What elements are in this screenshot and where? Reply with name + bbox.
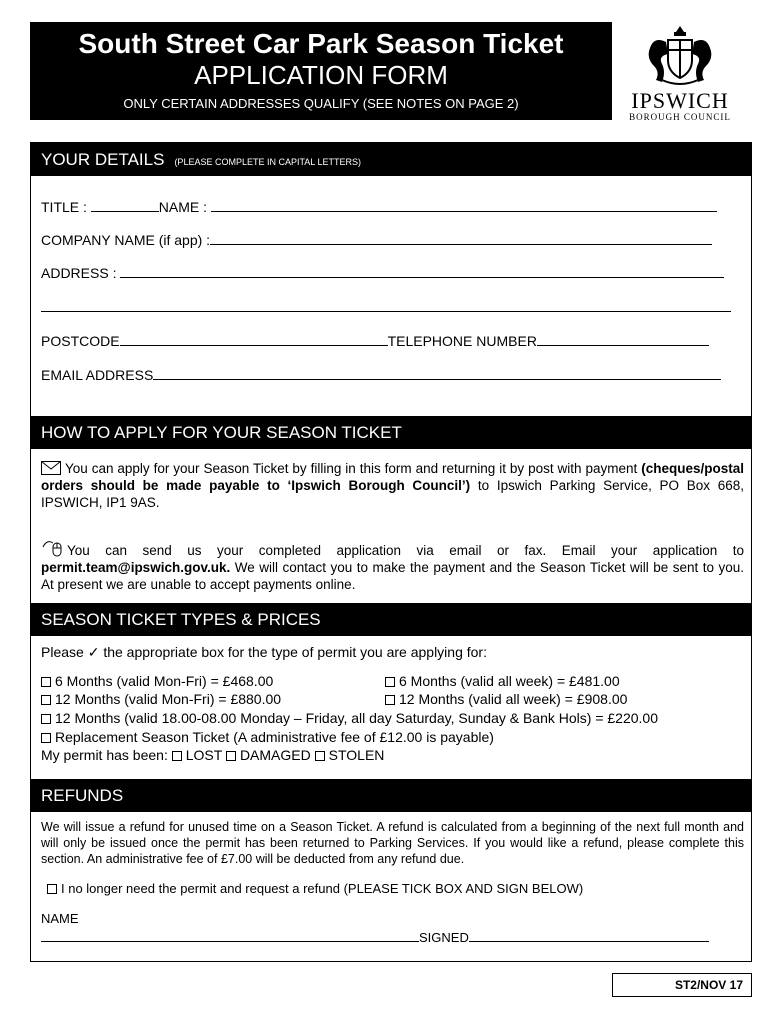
company-label: COMPANY NAME (if app) : bbox=[41, 232, 211, 248]
address-field-2[interactable] bbox=[41, 299, 731, 312]
address-row bbox=[41, 265, 724, 281]
option-6m-monfri: 6 Months (valid Mon-Fri) = £468.00 bbox=[41, 673, 273, 689]
address-label: ADDRESS : bbox=[41, 265, 117, 281]
council-name: IPSWICH bbox=[631, 88, 729, 113]
option-12m-allweek: 12 Months (valid all week) = £908.00 bbox=[385, 691, 627, 707]
details-heading-note: (PLEASE COMPLETE IN CAPITAL LETTERS) bbox=[174, 157, 361, 167]
council-logo bbox=[620, 22, 740, 128]
checkbox-refund[interactable] bbox=[47, 884, 57, 894]
telephone-field[interactable] bbox=[537, 333, 709, 346]
checkbox-6m-allweek[interactable] bbox=[385, 677, 395, 687]
refunds-heading: REFUNDS bbox=[31, 779, 751, 812]
refunds-text: We will issue a refund for unused time on a Season Ticket. A refund is calculated from a beginning of the next full month and will only be issued once the permit has been returned to Parking Services. If you would like a refund, please complete this section. An administrative fee of £7.00 will be deducted from any refund due. bbox=[41, 820, 744, 866]
company-row bbox=[41, 232, 712, 248]
refund-sign-row bbox=[41, 929, 709, 945]
telephone-label: TELEPHONE NUMBER bbox=[387, 333, 537, 349]
option-12m-monfri: 12 Months (valid Mon-Fri) = £880.00 bbox=[41, 691, 281, 707]
company-field[interactable] bbox=[210, 232, 712, 245]
name-field[interactable] bbox=[211, 199, 717, 212]
checkbox-12m-allweek[interactable] bbox=[385, 695, 395, 705]
checkbox-12m-evening[interactable] bbox=[41, 714, 51, 724]
postcode-label: POSTCODE bbox=[41, 333, 120, 349]
postcode-row bbox=[41, 333, 709, 349]
email-row bbox=[41, 367, 721, 383]
postcode-field[interactable] bbox=[120, 333, 388, 346]
checkbox-stolen[interactable] bbox=[315, 751, 325, 761]
email-label: EMAIL ADDRESS bbox=[41, 367, 154, 383]
coat-of-arms-icon bbox=[640, 22, 720, 88]
checkbox-replacement[interactable] bbox=[41, 733, 51, 743]
option-12m-evening: 12 Months (valid 18.00-08.00 Monday – Friday, all day Saturday, Sunday & Bank Hols) = £220.00 bbox=[41, 710, 658, 726]
permit-status-row: My permit has been: LOST DAMAGED STOLEN bbox=[41, 747, 385, 763]
email-field[interactable] bbox=[153, 367, 721, 380]
name-label: NAME : bbox=[158, 199, 208, 215]
refund-name-field[interactable] bbox=[41, 929, 419, 942]
checkbox-damaged[interactable] bbox=[226, 751, 236, 761]
form-header bbox=[30, 22, 612, 120]
title-field[interactable] bbox=[91, 199, 159, 212]
cheque-payable-note: (cheques/postal orders should be made payable to ‘Ipswich Borough Council’) bbox=[41, 461, 744, 493]
title-label: TITLE : bbox=[41, 199, 87, 215]
apply-email-text: You can send us your completed application via email or fax. Email your application to permit.team@ipswich.gov.uk. We will contact you to make the payment and the Season Ticket will be sent to you. At present we are unable to accept payments online. bbox=[41, 539, 744, 593]
signature-field[interactable] bbox=[469, 929, 709, 942]
details-heading: YOUR DETAILS (PLEASE COMPLETE IN CAPITAL LETTERS) bbox=[31, 143, 751, 176]
refund-request-row: I no longer need the permit and request a refund (PLEASE TICK BOX AND SIGN BELOW) bbox=[47, 881, 583, 896]
checkbox-lost[interactable] bbox=[172, 751, 182, 761]
form-body bbox=[30, 142, 752, 962]
mouse-icon bbox=[41, 539, 63, 557]
title-name-row bbox=[41, 199, 717, 215]
types-intro: Please ✓ the appropriate box for the type of permit you are applying for: bbox=[41, 644, 487, 660]
form-code: ST2/NOV 17 bbox=[612, 973, 752, 997]
form-title: South Street Car Park Season Ticket bbox=[78, 28, 564, 59]
apply-post-text: You can apply for your Season Ticket by filling in this form and returning it by post with payment (cheques/postal orders should be made payable to ‘Ipswich Borough Council’) to Ipswich Parking Service, PO Box 668, IPSWICH, IP1 9AS. bbox=[41, 461, 744, 510]
permit-email[interactable]: permit.team@ipswich.gov.uk. bbox=[41, 560, 231, 575]
form-note: ONLY CERTAIN ADDRESSES QUALIFY (SEE NOTES ON PAGE 2) bbox=[123, 96, 519, 111]
checkbox-12m-monfri[interactable] bbox=[41, 695, 51, 705]
apply-heading: HOW TO APPLY FOR YOUR SEASON TICKET bbox=[31, 416, 751, 449]
types-heading: SEASON TICKET TYPES & PRICES bbox=[31, 603, 751, 636]
refund-name-label: NAME bbox=[41, 911, 79, 926]
option-replacement: Replacement Season Ticket (A administrative fee of £12.00 is payable) bbox=[41, 729, 494, 745]
checkbox-6m-monfri[interactable] bbox=[41, 677, 51, 687]
address-field[interactable] bbox=[120, 265, 724, 278]
permit-status-label: My permit has been: bbox=[41, 747, 168, 763]
form-subtitle: APPLICATION FORM bbox=[194, 60, 448, 90]
option-6m-allweek: 6 Months (valid all week) = £481.00 bbox=[385, 673, 620, 689]
address-row-2 bbox=[41, 299, 731, 315]
envelope-icon bbox=[41, 461, 61, 475]
signed-label: SIGNED bbox=[419, 930, 469, 945]
council-subtitle: BOROUGH COUNCIL bbox=[629, 112, 731, 122]
